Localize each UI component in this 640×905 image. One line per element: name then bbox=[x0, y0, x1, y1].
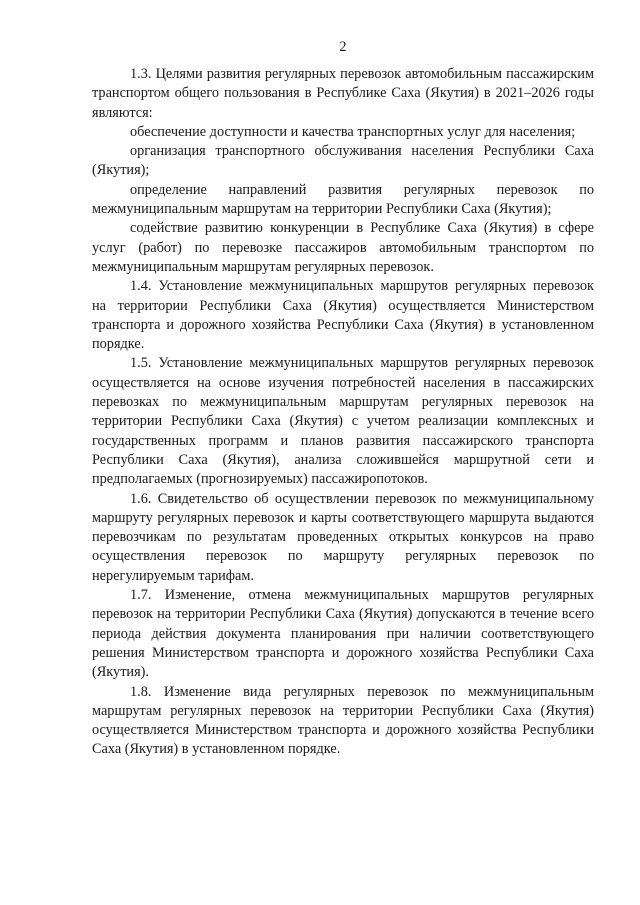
paragraph-1-7: 1.7. Изменение, отмена межмуниципальных маршрутов регулярных перевозок на территории Республики Саха (Якутия) допускаются в течение всего периода действия документа планирования при наличии соответствующего решения Министерством транспорта и дорожного хозяйства Республики Саха (Якутия). bbox=[92, 587, 594, 681]
list-item-competition: содействие развитию конкуренции в Республике Саха (Якутия) в сфере услуг (работ) по перевозке пассажиров автомобильным транспортом по межмуниципальным маршрутам регулярных перевозок. bbox=[92, 220, 594, 275]
paragraph-1-4: 1.4. Установление межмуниципальных маршрутов регулярных перевозок на территории Республики Саха (Якутия) осуществляется Министерством транспорта и дорожного хозяйства Республики Саха (Якутия) в установленном порядке. bbox=[92, 278, 594, 353]
list-item-directions: определение направлений развития регулярных перевозок по межмуниципальным маршрутам на территории Республики Саха (Якутия); bbox=[92, 181, 594, 218]
page-number: 2 bbox=[339, 39, 347, 55]
list-item-accessibility: обеспечение доступности и качества транспортных услуг для населения; bbox=[130, 123, 576, 140]
paragraph-1-3: 1.3. Целями развития регулярных перевозок автомобильным пассажирским транспортом общего пользования в Республике Саха (Якутия) в 2021–2026 годы являются: bbox=[92, 66, 594, 121]
list-item-organization: организация транспортного обслуживания населения Республики Саха (Якутия); bbox=[92, 143, 594, 179]
paragraph-1-8: 1.8. Изменение вида регулярных перевозок по межмуниципальным маршрутам регулярных перевозок на территории Республики Саха (Якутия) осуществляется Министерством транспорта и дорожного хозяйства Республики Саха (Якутия) в установленном порядке. bbox=[92, 683, 594, 758]
paragraph-1-6: 1.6. Свидетельство об осуществлении перевозок по межмуниципальному маршруту регулярных перевозок и карты соответствующего маршрута выдаются перевозчикам по результатам проведенных открытых конкурсов на право осуществления перевозок по маршруту регулярных перевозок по нерегулируемым тарифам. bbox=[92, 490, 594, 584]
paragraph-1-5: 1.5. Установление межмуниципальных маршрутов регулярных перевозок осуществляется на основе изучения потребностей населения в пассажирских перевозках по межмуниципальным маршрутам регулярных перевозок на территории Республики Саха (Якутия) с учетом реализации комплексных и государственных программ и планов развития пассажирского транспорта Республики Саха (Якутия), анализа сложившейся маршрутной сети и предполагаемых (прогнозируемых) пассажиропотоков. bbox=[92, 355, 594, 488]
